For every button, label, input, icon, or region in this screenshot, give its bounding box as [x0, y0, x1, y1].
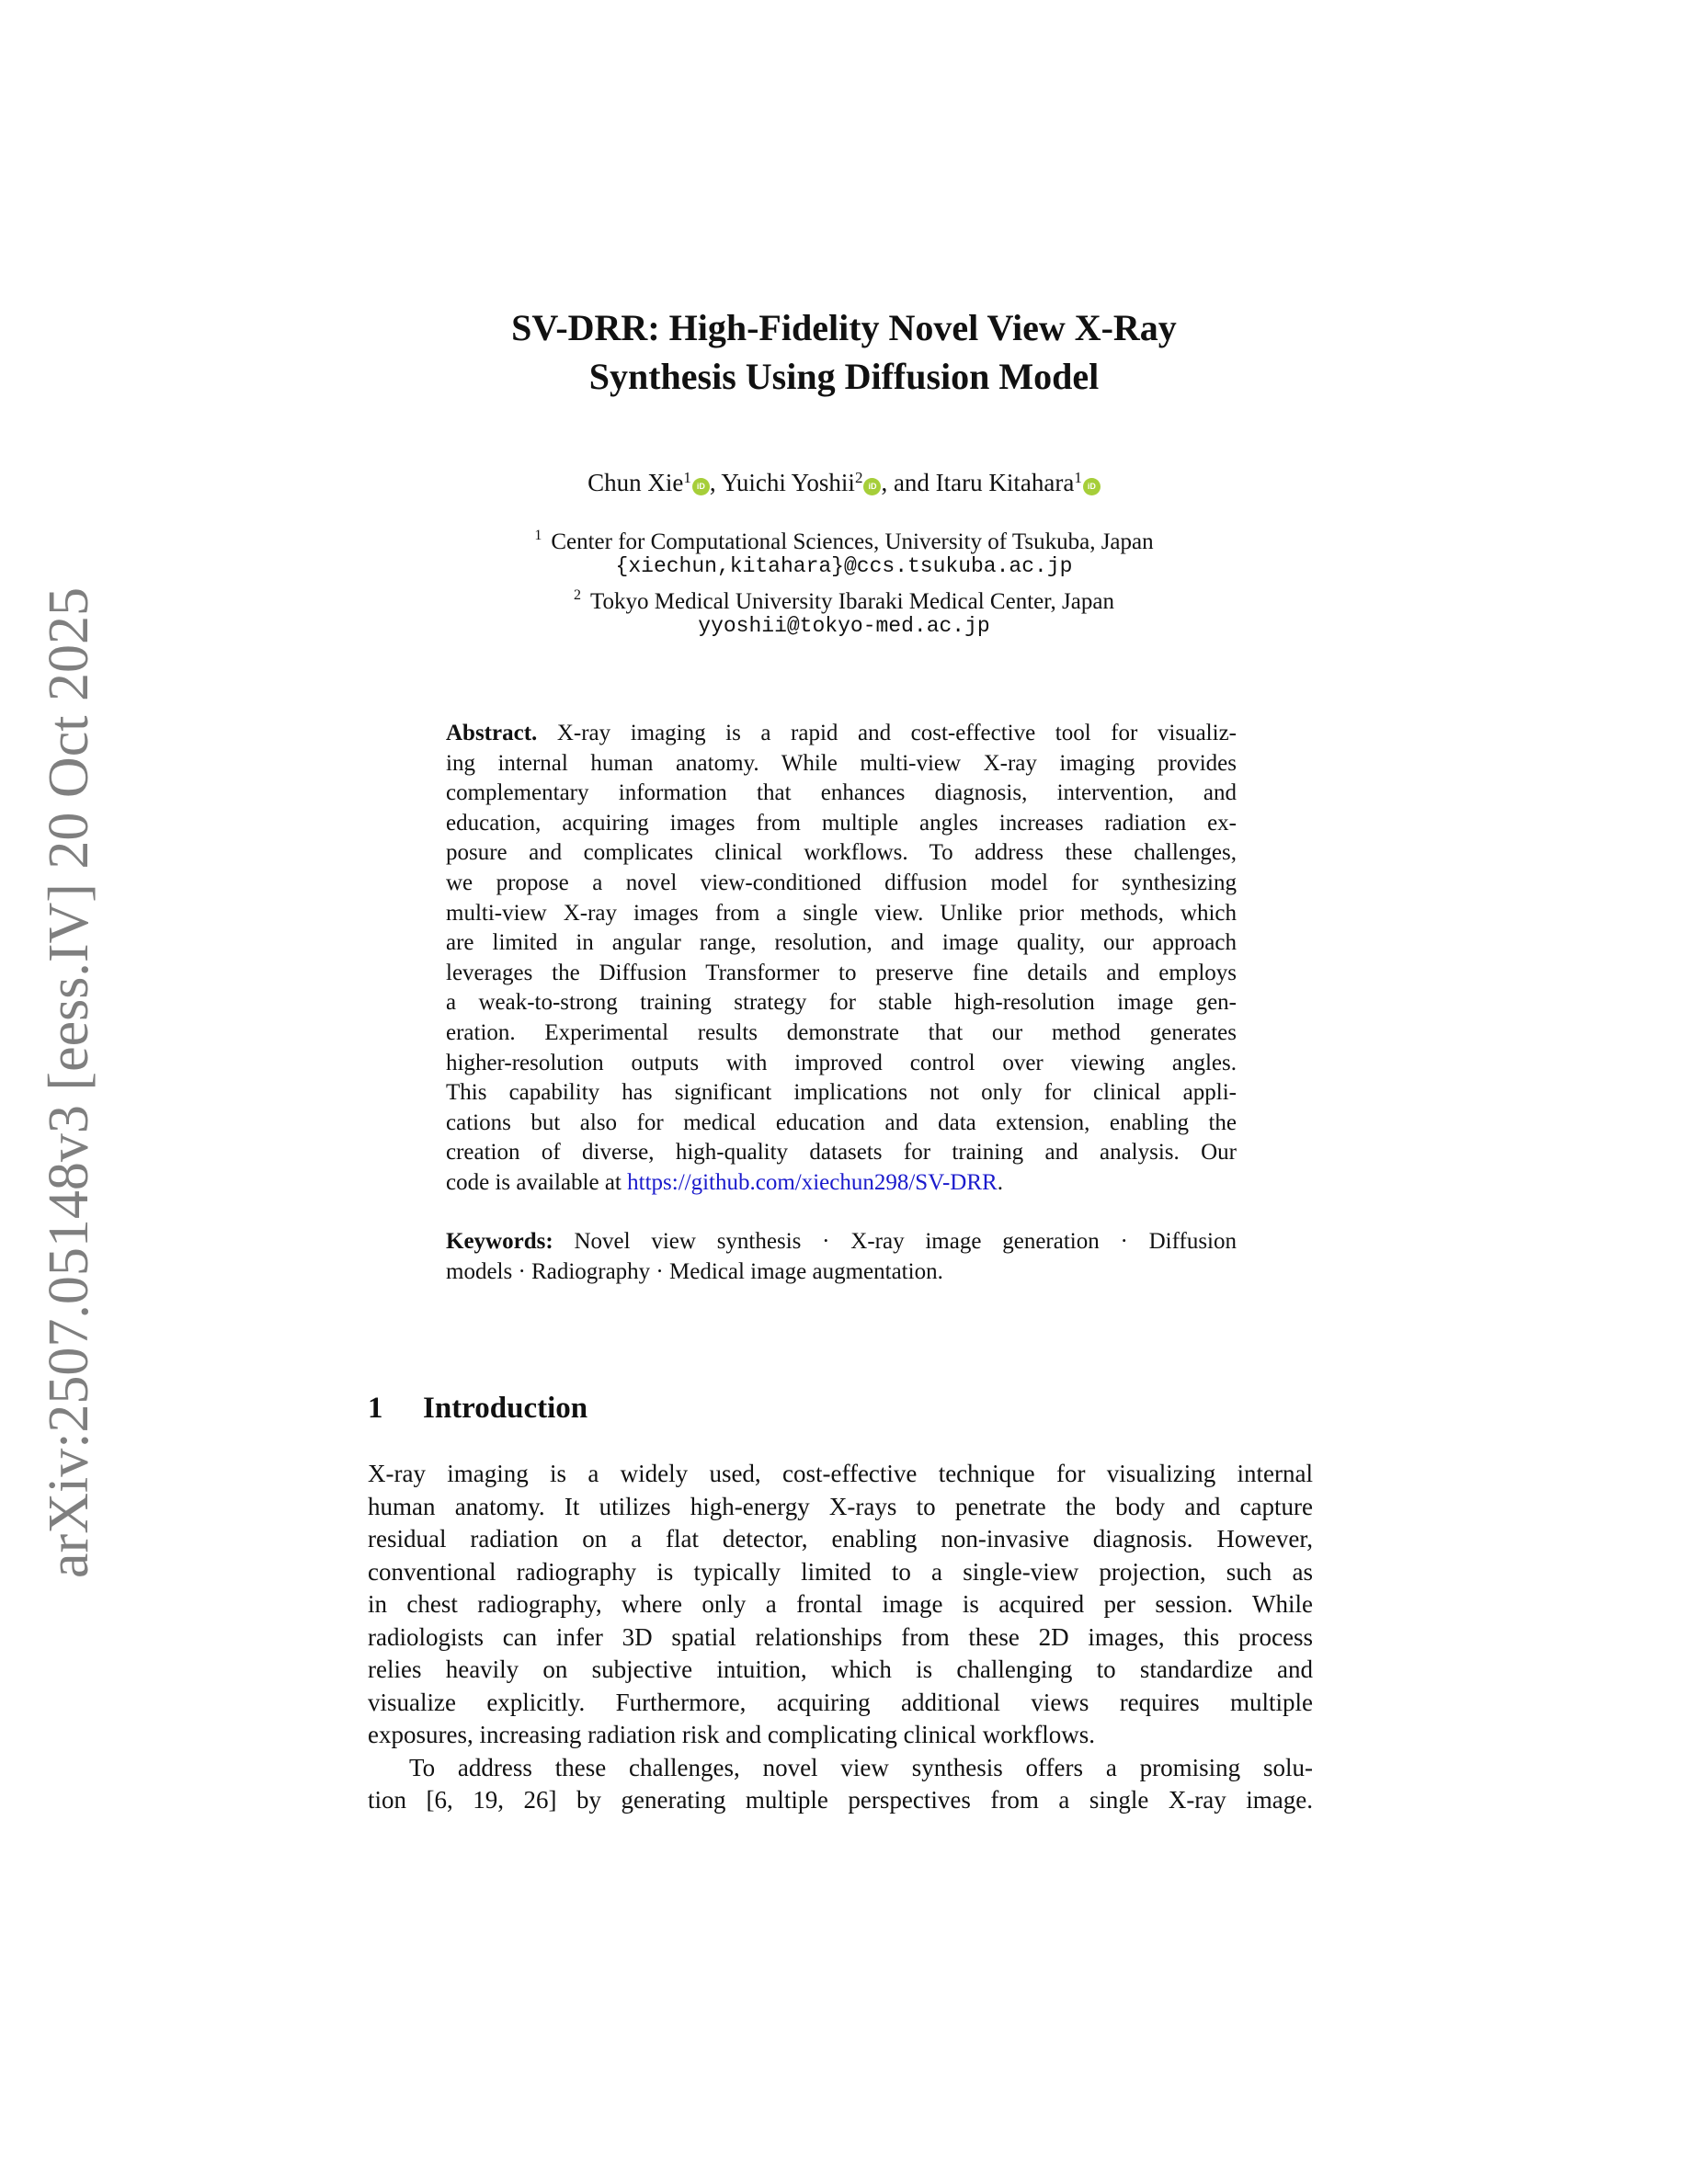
affiliation-name: Tokyo Medical University Ibaraki Medical Center, Japan [590, 589, 1114, 614]
paragraph-line: exposures, increasing radiation risk and complicating clinical workflows. [368, 1721, 1096, 1748]
orcid-icon: iD [1083, 478, 1101, 495]
section-title: Introduction [423, 1392, 588, 1425]
affiliation-1-email: {xiechun,kitahara}@ccs.tsukuba.ac.jp [615, 554, 1073, 578]
abstract-line [446, 899, 1237, 929]
abstract-text: complementary information that enhances diagnosis, intervention, and [446, 780, 1237, 806]
author-name: Itaru Kitahara [935, 469, 1075, 496]
abstract-text: This capability has significant implications not only for clinical appli- [446, 1080, 1237, 1106]
abstract [446, 719, 1237, 1199]
abstract-text: creation of diverse, high-quality datasets for training and analysis. Our [446, 1140, 1237, 1166]
author-affiliation-mark: 1 [1074, 469, 1082, 486]
keywords-label: Keywords: [446, 1229, 553, 1254]
abstract-line [446, 1138, 1237, 1168]
author-separator: , [709, 469, 722, 496]
abstract-text: a weak-to-strong training strategy for stable high-resolution image gen- [446, 990, 1237, 1016]
introduction-body [368, 1458, 1313, 1817]
author-affiliation-mark: 1 [683, 469, 691, 486]
title-line-2: Synthesis Using Diffusion Model [588, 356, 1100, 397]
title-line-1: SV-DRR: High-Fidelity Novel View X-Ray [511, 307, 1177, 348]
abstract-line [446, 719, 1237, 749]
abstract-text: code is available at [446, 1169, 628, 1195]
paragraph-line: visualize explicitly. Furthermore, acquiring additional views requires multiple [368, 1688, 1313, 1716]
orcid-icon: iD [692, 478, 710, 495]
paragraph-line: tion [6, 19, 26] by generating multiple perspectives from a single X-ray image. [368, 1786, 1313, 1814]
abstract-line [446, 988, 1237, 1018]
affiliation-name: Center for Computational Sciences, University of Tsukuba, Japan [551, 529, 1154, 554]
paragraph-line: radiologists can infer 3D spatial relationships from these 2D images, this process [368, 1622, 1313, 1651]
abstract-text: we propose a novel view-conditioned diffusion model for synthesizing [446, 870, 1237, 895]
abstract-text: posure and complicates clinical workflows. To address these challenges, [446, 840, 1237, 866]
paper-title [0, 303, 1688, 401]
author-list [0, 461, 1688, 499]
abstract-line [446, 1078, 1237, 1109]
abstract-line [446, 869, 1237, 899]
affiliation-mark: 2 [574, 587, 581, 603]
paragraph-line: X-ray imaging is a widely used, cost-effective technique for visualizing internal [368, 1460, 1313, 1487]
abstract-text: leverages the Diffusion Transformer to preserve fine details and employs [446, 960, 1237, 985]
orcid-icon: iD [863, 478, 881, 495]
keywords [446, 1227, 1237, 1287]
abstract-line [446, 1168, 1237, 1199]
abstract-text: ing internal human anatomy. While multi-view X-ray imaging provides [446, 750, 1237, 776]
abstract-line [446, 1049, 1237, 1079]
abstract-text: cations but also for medical education and data extension, enabling the [446, 1109, 1237, 1135]
abstract-line [446, 1018, 1237, 1049]
abstract-line [446, 809, 1237, 839]
abstract-text: are limited in angular range, resolution, and image quality, our approach [446, 930, 1237, 956]
abstract-label: Abstract. [446, 721, 538, 745]
paragraph-line: human anatomy. It utilizes high-energy X-rays to penetrate the body and capture [368, 1492, 1313, 1520]
abstract-text: multi-view X-ray images from a single view. Unlike prior methods, which [446, 900, 1237, 926]
keywords-text: Novel view synthesis · X-ray image generation · Diffusion [553, 1229, 1237, 1254]
author-name: Chun Xie [587, 469, 684, 496]
abstract-text: eration. Experimental results demonstrate that our method generates [446, 1019, 1237, 1045]
keywords-line: models · Radiography · Medical image augmentation. [446, 1258, 943, 1284]
affiliation-mark: 1 [534, 528, 542, 543]
paragraph-line: conventional radiography is typically limited to a single-view projection, such as [368, 1557, 1313, 1586]
affiliation-2-email: yyoshii@tokyo-med.ac.jp [698, 614, 990, 638]
abstract-line [446, 928, 1237, 959]
author-name: Yuichi Yoshii [721, 469, 855, 496]
abstract-line [446, 959, 1237, 989]
abstract-line [446, 749, 1237, 779]
keywords-line [446, 1227, 1237, 1257]
section-heading [368, 1390, 587, 1427]
author-affiliation-mark: 2 [854, 469, 863, 486]
abstract-line [446, 838, 1237, 869]
abstract-line [446, 779, 1237, 809]
abstract-text: higher-resolution outputs with improved control over viewing angles. [446, 1050, 1237, 1075]
abstract-text: education, acquiring images from multiple angles increases radiation ex- [446, 810, 1237, 836]
paragraph-line: in chest radiography, where only a frontal image is acquired per session. While [368, 1590, 1313, 1618]
section-number: 1 [368, 1392, 383, 1425]
paragraph-line: relies heavily on subjective intuition, which is challenging to standardize and [368, 1655, 1313, 1683]
paragraph-line: residual radiation on a flat detector, enabling non-invasive diagnosis. However, [368, 1525, 1313, 1553]
abstract-line [446, 1109, 1237, 1139]
abstract-text: X-ray imaging is a rapid and cost-effective tool for visualiz- [537, 721, 1237, 745]
arxiv-sidebar-stamp: arXiv:2507.05148v3 [eess.IV] 20 Oct 2025 [38, 587, 100, 1578]
paragraph-line: To address these challenges, novel view synthesis offers a promising solu- [409, 1753, 1313, 1781]
code-repository-link[interactable]: https://github.com/xiechun298/SV-DRR [627, 1169, 998, 1195]
abstract-text: . [997, 1169, 1003, 1195]
author-separator: , and [881, 469, 936, 496]
